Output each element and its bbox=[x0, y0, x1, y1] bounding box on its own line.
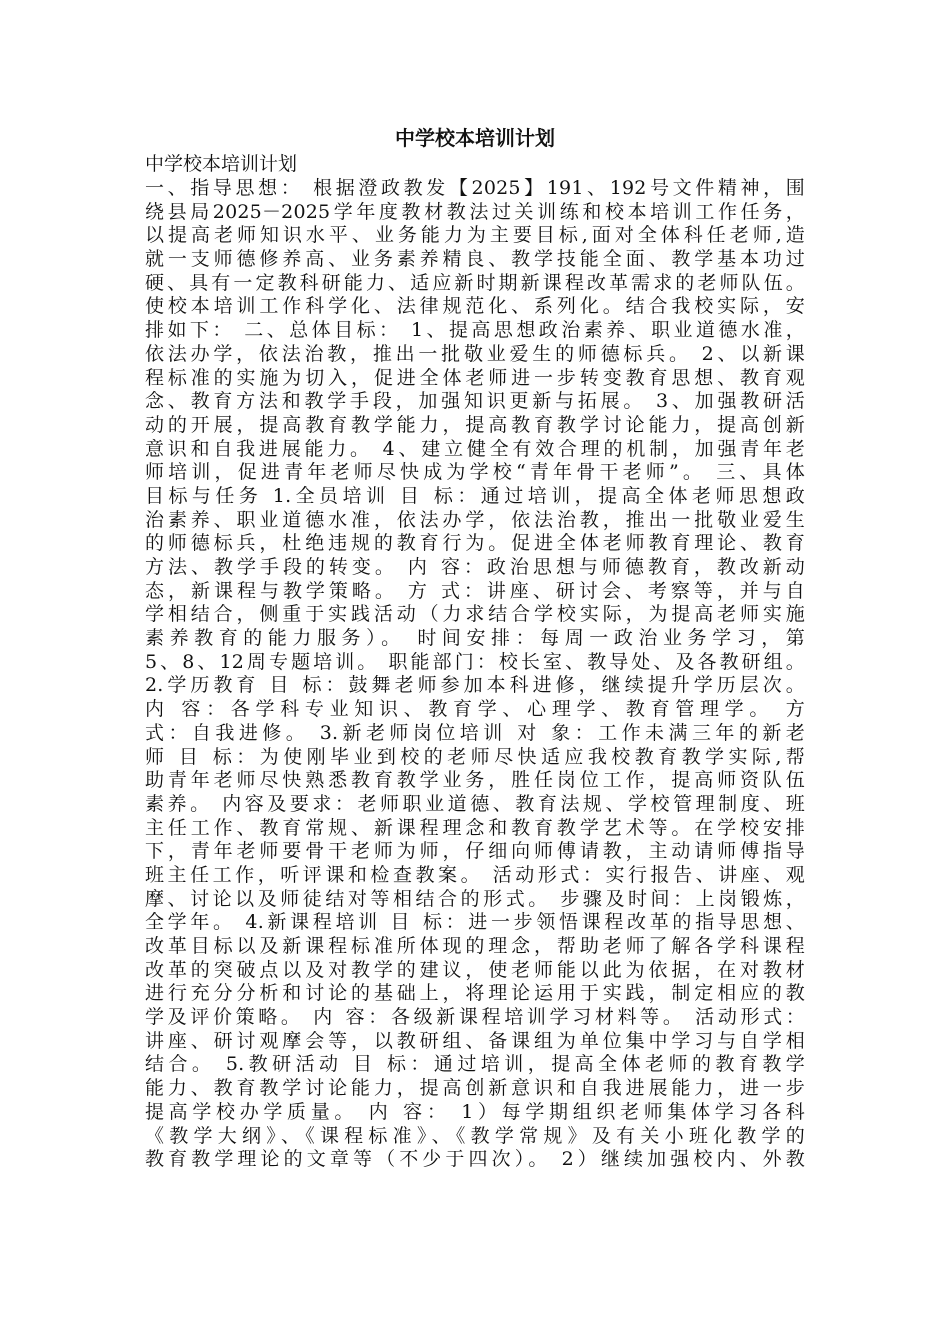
body-text-line: 进行充分分析和讨论的基础上，将理论运用于实践，制定相应的教 bbox=[145, 982, 805, 1005]
body-text-line: 助青年老师尽快熟悉教育教学业务，胜任岗位工作，提高师资队伍 bbox=[145, 769, 805, 792]
body-text-line: 改革目标以及新课程标准所体现的理念，帮助老师了解各学科课程 bbox=[145, 935, 805, 957]
body-text-line: 能力、教育教学讨论能力，提高创新意识和自我进展能力，进一步 bbox=[145, 1077, 805, 1100]
body-text-line: 下，青年老师要骨干老师为师，仔细向师傅请教，主动请师傅指导 bbox=[145, 840, 805, 863]
body-text-line: 全学年。 4.新课程培训 目 标：进一步领悟课程改革的指导思想、 bbox=[145, 911, 805, 934]
body-text-line: 的师德标兵，杜绝违规的教育行为。促进全体老师教育理论、教育 bbox=[145, 532, 805, 555]
body-text-line: 依法办学，依法治教，推出一批敬业爱生的师德标兵。 2、以新课 bbox=[145, 342, 805, 365]
body-text-line: 主任工作、教育常规、新课程理念和教育教学艺术等。在学校安排 bbox=[145, 816, 805, 839]
body-text-line: 动的开展，提高教育教学能力，提高教育教学讨论能力，提高创新 bbox=[145, 413, 805, 436]
document-body bbox=[145, 177, 805, 1172]
body-text-line: 提高学校办学质量。 内 容： 1）每学期组织老师集体学习各科 bbox=[145, 1100, 805, 1123]
body-text-line: 结合。 5.教研活动 目 标：通过培训，提高全体老师的教育教学 bbox=[145, 1053, 805, 1076]
body-text-line: 就一支师德修养高、业务素养精良、教学技能全面、教学基本功过 bbox=[145, 248, 805, 271]
body-text-line: 使校本培训工作科学化、法律规范化、系列化。结合我校实际，安 bbox=[145, 295, 805, 318]
body-text-line: 素养。 内容及要求：老师职业道德、教育法规、学校管理制度、班 bbox=[145, 792, 805, 815]
body-text-line: 《教学大纲》、《课程标准》、《教学常规》及有关小班化教学的 bbox=[145, 1124, 805, 1147]
body-text-line: 治素养、职业道德水准，依法办学，依法治教，推出一批敬业爱生 bbox=[145, 508, 805, 531]
body-text-line: 一、指导思想： 根据澄政教发【2025】191、192号文件精神，围 bbox=[145, 177, 805, 199]
body-text-line: 硬、具有一定教科研能力、适应新时期新课程改革需求的老师队伍。 bbox=[145, 271, 805, 294]
body-text-line: 学及评价策略。 内 容：各级新课程培训学习材料等。 活动形式： bbox=[145, 1006, 805, 1029]
body-text-line: 目标与任务 1.全员培训 目 标：通过培训，提高全体老师思想政 bbox=[145, 484, 805, 507]
body-text-line: 式：自我进修。 3.新老师岗位培训 对 象：工作未满三年的新老 bbox=[145, 721, 805, 744]
body-text-line: 方法、教学手段的转变。 内 容：政治思想与师德教育，教改新动 bbox=[145, 556, 805, 578]
body-text-line: 念、教育方法和教学手段，加强知识更新与拓展。 3、加强教研活 bbox=[145, 390, 805, 413]
body-text-line: 5、8、12周专题培训。 职能部门：校长室、教导处、及各教研组。 bbox=[145, 650, 805, 673]
body-text-line: 教育教学理论的文章等（不少于四次）。 2）继续加强校内、外教 bbox=[145, 1148, 805, 1171]
body-text-line: 素养教育的能力服务）。 时间安排：每周一政治业务学习，第 bbox=[145, 627, 805, 650]
body-text-line: 师培训，促进青年老师尽快成为学校“青年骨干老师”。 三、具体 bbox=[145, 461, 805, 484]
body-text-line: 学相结合，侧重于实践活动（力求结合学校实际，为提高老师实施 bbox=[145, 603, 805, 626]
body-text-line: 绕县局2025－2025学年度教材教法过关训练和校本培训工作任务， bbox=[145, 200, 805, 223]
body-text-line: 班主任工作，听评课和检查教案。 活动形式：实行报告、讲座、观 bbox=[145, 863, 805, 886]
body-text-line: 内 容：各学科专业知识、教育学、心理学、教育管理学。 方 bbox=[145, 698, 805, 721]
body-text-line: 2.学历教育 目 标：鼓舞老师参加本科进修，继续提升学历层次。 bbox=[145, 674, 805, 697]
body-text-line: 程标准的实施为切入，促进全体老师进一步转变教育思想、教育观 bbox=[145, 366, 805, 389]
body-text-line: 师 目 标：为使刚毕业到校的老师尽快适应我校教育教学实际,帮 bbox=[145, 745, 805, 768]
body-text-line: 态，新课程与教学策略。 方 式：讲座、研讨会、考察等，并与自 bbox=[145, 579, 805, 602]
document-subtitle: 中学校本培训计划 bbox=[145, 153, 298, 175]
body-text-line: 排如下： 二、总体目标： 1、提高思想政治素养、职业道德水准， bbox=[145, 319, 805, 342]
body-text-line: 讲座、研讨观摩会等，以教研组、备课组为单位集中学习与自学相 bbox=[145, 1029, 805, 1052]
body-text-line: 摩、讨论以及师徒结对等相结合的形式。 步骤及时间：上岗锻炼， bbox=[145, 887, 805, 910]
body-text-line: 改革的突破点以及对教学的建议，使老师能以此为依据，在对教材 bbox=[145, 958, 805, 981]
body-text-line: 意识和自我进展能力。 4、建立健全有效合理的机制，加强青年老 bbox=[145, 437, 805, 460]
body-text-line: 以提高老师知识水平、业务能力为主要目标,面对全体科任老师,造 bbox=[145, 224, 805, 247]
document-title: 中学校本培训计划 bbox=[395, 126, 555, 150]
